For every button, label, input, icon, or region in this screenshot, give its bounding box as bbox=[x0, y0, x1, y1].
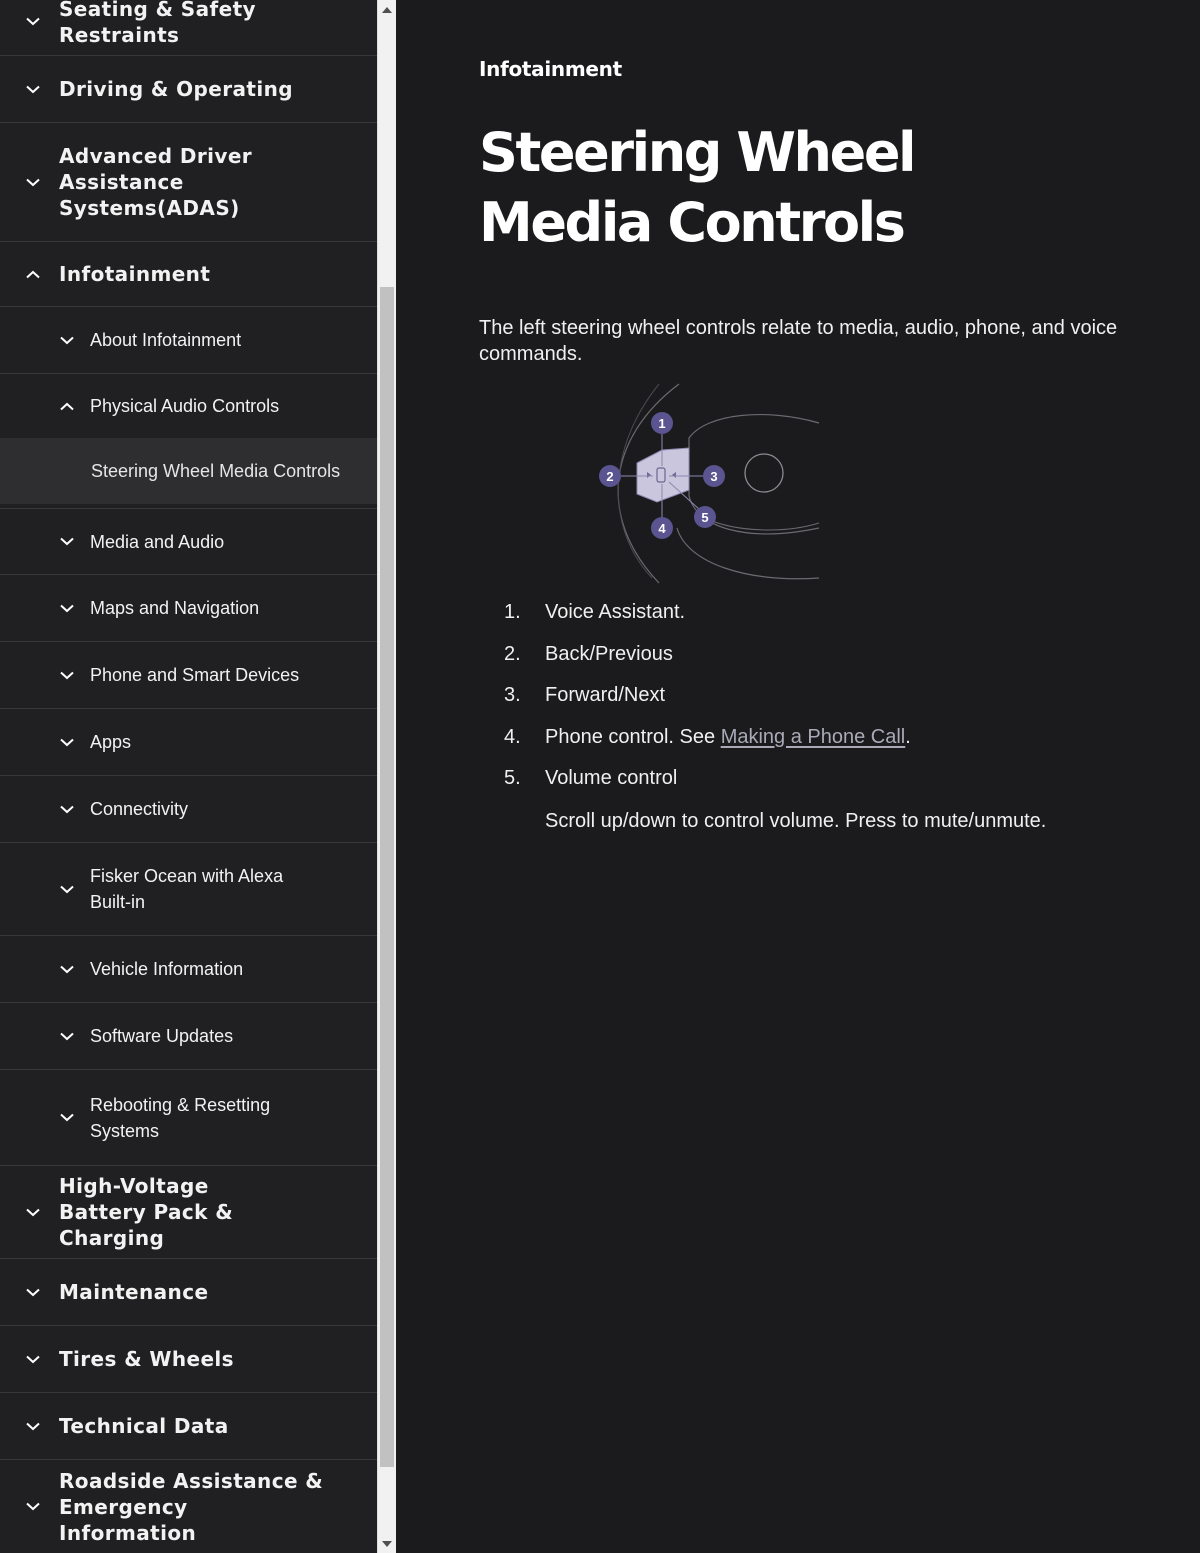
chevron-down-icon bbox=[58, 880, 76, 898]
chevron-down-icon bbox=[24, 1203, 42, 1221]
sidebar-item-alexa[interactable] bbox=[0, 843, 377, 936]
list-text-container bbox=[545, 723, 911, 751]
sidebar-item-label: Maintenance bbox=[59, 1280, 209, 1304]
sidebar-item-media-audio[interactable] bbox=[0, 508, 377, 575]
intro-paragraph: The left steering wheel controls relate to media, audio, phone, and voice commands. bbox=[479, 317, 1118, 365]
sidebar-item-label: Advanced Driver Assistance Systems(ADAS) bbox=[59, 144, 253, 220]
chevron-down-icon bbox=[24, 80, 42, 98]
sidebar-item-apps[interactable] bbox=[0, 709, 377, 776]
sidebar-scrollbar[interactable] bbox=[377, 0, 396, 1553]
sidebar-item-connectivity[interactable] bbox=[0, 776, 377, 843]
chevron-down-icon bbox=[58, 331, 76, 349]
list-text: Phone control. See bbox=[545, 725, 721, 748]
sidebar-item-software-updates[interactable] bbox=[0, 1003, 377, 1070]
sidebar-item-label: Tires & Wheels bbox=[59, 1347, 234, 1371]
sidebar-item-maps-navigation[interactable] bbox=[0, 575, 377, 642]
list-number: 3. bbox=[504, 684, 521, 707]
sidebar-item-label: Infotainment bbox=[59, 262, 211, 286]
steering-wheel-diagram bbox=[597, 378, 827, 588]
chevron-down-icon bbox=[24, 1417, 42, 1435]
list-item bbox=[479, 681, 1119, 723]
scroll-up-arrow-icon[interactable] bbox=[382, 7, 392, 13]
sidebar-item-label: Maps and Navigation bbox=[90, 598, 260, 618]
callout-3 bbox=[703, 465, 725, 487]
breadcrumb[interactable]: Infotainment bbox=[479, 57, 622, 81]
sidebar-item-label: Physical Audio Controls bbox=[90, 396, 280, 416]
sidebar-item-physical-audio-controls[interactable] bbox=[0, 374, 377, 438]
chevron-down-icon bbox=[58, 800, 76, 818]
list-text: Volume control bbox=[545, 767, 678, 790]
list-text: Back/Previous bbox=[545, 642, 673, 665]
chevron-down-icon bbox=[24, 173, 42, 191]
chevron-down-icon bbox=[24, 1498, 42, 1516]
sidebar-item-tires-wheels[interactable] bbox=[0, 1326, 377, 1393]
list-number: 4. bbox=[504, 725, 521, 748]
list-item bbox=[479, 640, 1119, 682]
chevron-down-icon bbox=[58, 1109, 76, 1127]
svg-text:1: 1 bbox=[658, 416, 666, 431]
volume-note: Scroll up/down to control volume. Press to mute/unmute. bbox=[545, 810, 1047, 832]
chevron-down-icon bbox=[24, 1283, 42, 1301]
svg-text:5: 5 bbox=[701, 510, 709, 525]
chevron-down-icon bbox=[58, 599, 76, 617]
sidebar-item-steering-wheel-media-controls[interactable] bbox=[0, 438, 377, 504]
chevron-down-icon bbox=[24, 1350, 42, 1368]
sidebar-item-label: Technical Data bbox=[59, 1414, 229, 1438]
page-title: Steering Wheel Media Controls bbox=[479, 121, 915, 254]
scroll-down-arrow-icon[interactable] bbox=[382, 1541, 392, 1547]
list-number: 2. bbox=[504, 642, 521, 665]
chevron-up-icon bbox=[24, 265, 42, 283]
chevron-down-icon bbox=[24, 13, 42, 31]
sidebar-item-label: Media and Audio bbox=[90, 531, 225, 552]
sidebar-item-rebooting[interactable] bbox=[0, 1070, 377, 1166]
sidebar-item-label: Connectivity bbox=[90, 799, 189, 819]
sidebar-item-technical-data[interactable] bbox=[0, 1393, 377, 1460]
chevron-down-icon bbox=[58, 533, 76, 551]
sidebar-item-label: High-Voltage Battery Pack & Charging bbox=[59, 1174, 234, 1250]
controls-list bbox=[479, 598, 1119, 806]
list-text: Forward/Next bbox=[545, 684, 666, 707]
callout-1 bbox=[651, 412, 673, 434]
sidebar-item-infotainment[interactable] bbox=[0, 242, 377, 307]
sidebar-item-label: Driving & Operating bbox=[59, 77, 293, 101]
sidebar-item-maintenance[interactable] bbox=[0, 1259, 377, 1326]
sidebar-item-label: Apps bbox=[90, 732, 132, 752]
list-number: 5. bbox=[504, 767, 521, 790]
sidebar-item-label: Rebooting & Resetting Systems bbox=[90, 1094, 271, 1141]
sidebar-item-roadside-assistance[interactable] bbox=[0, 1460, 377, 1553]
callout-4 bbox=[651, 517, 673, 539]
sidebar-item-seating-safety[interactable] bbox=[0, 0, 377, 56]
callout-5 bbox=[694, 506, 716, 528]
sidebar-item-adas[interactable] bbox=[0, 123, 377, 242]
sidebar-item-phone-smart-devices[interactable] bbox=[0, 642, 377, 709]
callout-2 bbox=[599, 465, 621, 487]
sidebar-item-driving-operating[interactable] bbox=[0, 56, 377, 123]
sidebar-item-about-infotainment[interactable] bbox=[0, 307, 377, 374]
sidebar-item-vehicle-information[interactable] bbox=[0, 936, 377, 1003]
list-text: Voice Assistant. bbox=[545, 601, 686, 623]
sidebar bbox=[0, 0, 377, 1553]
sidebar-item-label: Software Updates bbox=[90, 1026, 234, 1046]
chevron-down-icon bbox=[58, 666, 76, 684]
chevron-down-icon bbox=[58, 1027, 76, 1045]
sidebar-item-label: About Infotainment bbox=[90, 330, 242, 350]
sidebar-item-label: Vehicle Information bbox=[90, 959, 244, 979]
list-item bbox=[479, 598, 1119, 640]
list-number: 1. bbox=[504, 601, 521, 623]
making-a-phone-call-link[interactable]: Making a Phone Call bbox=[720, 725, 906, 748]
sidebar-item-label: Phone and Smart Devices bbox=[90, 665, 300, 685]
sidebar-item-label: Seating & Safety Restraints bbox=[59, 0, 256, 47]
list-text-suffix: . bbox=[905, 725, 911, 748]
sidebar-item-label: Fisker Ocean with Alexa Built-in bbox=[90, 866, 284, 912]
svg-text:3: 3 bbox=[710, 469, 718, 484]
sidebar-item-battery-charging[interactable] bbox=[0, 1166, 377, 1259]
scrollbar-thumb[interactable] bbox=[380, 287, 394, 1467]
svg-text:2: 2 bbox=[606, 469, 614, 484]
chevron-down-icon bbox=[58, 733, 76, 751]
chevron-up-icon bbox=[58, 397, 76, 415]
list-item bbox=[479, 723, 1119, 765]
sidebar-item-label: Roadside Assistance & Emergency Information bbox=[59, 1468, 324, 1545]
list-item bbox=[479, 764, 1119, 806]
svg-text:4: 4 bbox=[658, 521, 666, 536]
sidebar-item-label: Steering Wheel Media Controls bbox=[91, 460, 341, 481]
chevron-down-icon bbox=[58, 960, 76, 978]
